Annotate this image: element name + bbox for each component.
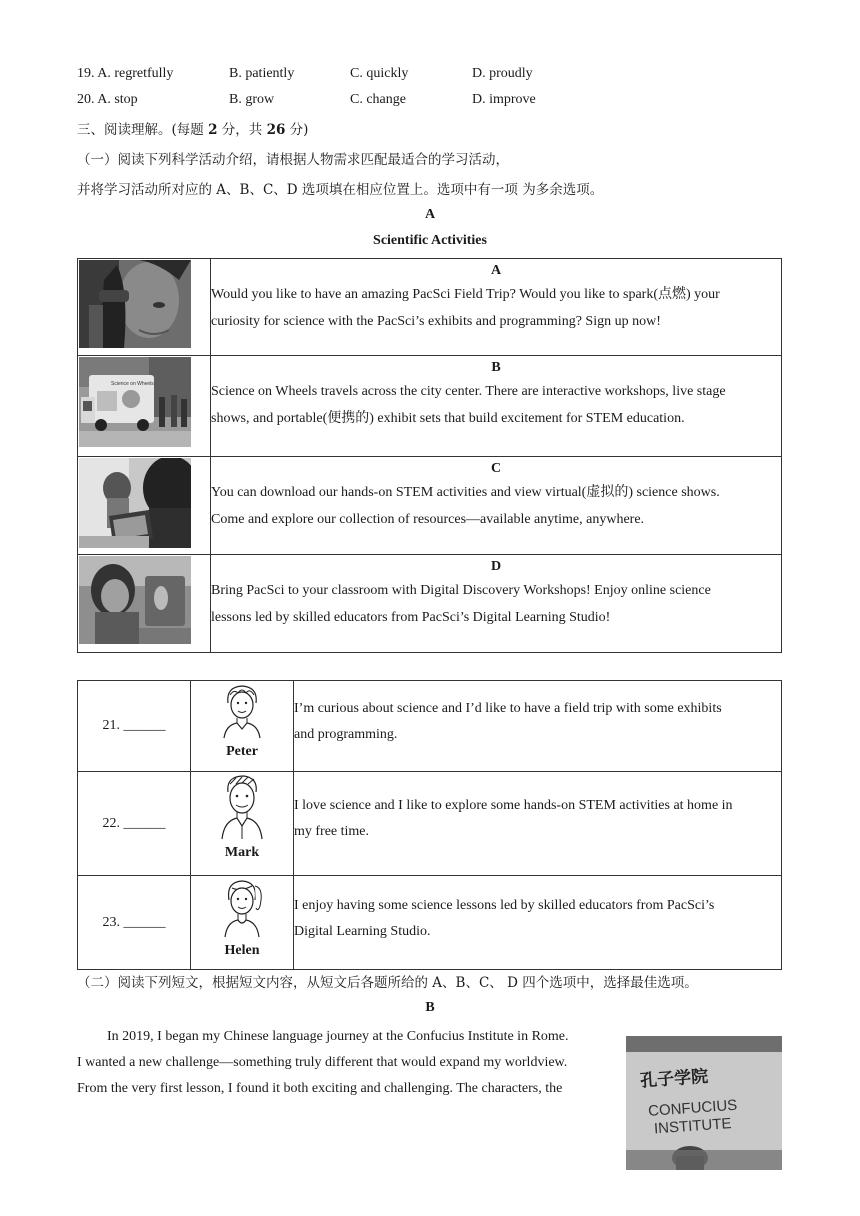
sign-institute: INSTITUTE (653, 1115, 732, 1138)
online-lesson-girl-photo (79, 556, 191, 644)
q20-option-b: B. grow (229, 92, 275, 107)
passage-b-label: B (425, 1000, 435, 1015)
part2-instruction: （二）阅读下列短文，根据短文内容，从短文后各题所给的 A、B、C、 D 四个选项中，选择最佳选项。 (77, 975, 698, 991)
activity-letter: A (490, 263, 502, 278)
person-need-line2: my free time. (294, 824, 370, 839)
q20-option-c: C. change (350, 92, 406, 107)
activity-desc-line2: curiosity for science with the PacSci’s exhibits and programming? Sign up now! (211, 314, 661, 329)
activity-letter: C (490, 461, 502, 476)
activity-desc-line1: Would you like to have an amazing PacSci Field Trip? Would you like to spark(点燃) your (211, 287, 720, 302)
person-need-cell (294, 681, 782, 772)
girl-portrait-icon (220, 878, 264, 938)
person-name: Helen (224, 943, 260, 958)
activity-text-cell (211, 457, 782, 555)
activities-table (77, 258, 782, 653)
laptop-kids-photo (79, 458, 191, 548)
activity-text-cell (211, 356, 782, 457)
part1-instruction-line1: （一）阅读下列科学活动介绍，请根据人物需求匹配最适合的学习活动， (77, 152, 509, 168)
boy-portrait-icon (218, 774, 266, 840)
activity-row-a (78, 259, 782, 356)
science-truck-photo (79, 357, 191, 447)
activity-text-cell (211, 259, 782, 356)
answer-blank-23[interactable]: 23. ______ (78, 876, 191, 970)
section-heading: 三、阅读理解。(每题 2 分，共 26 分) (77, 122, 309, 138)
activity-letter: B (491, 360, 501, 375)
answer-blank-21[interactable]: 21. ______ (78, 681, 191, 772)
activity-desc-line2: Come and explore our collection of resources—available anytime, anywhere. (211, 512, 645, 527)
activity-desc-line2: shows, and portable(便携的) exhibit sets that build excitement for STEM education. (211, 411, 685, 426)
activity-row-c (78, 457, 782, 555)
activity-desc-line1: Bring PacSci to your classroom with Digital Discovery Workshops! Enjoy online science (211, 583, 711, 598)
match-row-peter (78, 681, 782, 772)
activity-row-b (78, 356, 782, 457)
person-need-line2: and programming. (294, 727, 398, 742)
q19-option-d: D. proudly (472, 66, 533, 81)
boy-portrait-icon (220, 683, 264, 739)
match-row-mark (78, 772, 782, 876)
part1-instruction-line2: 并将学习活动所对应的 A、B、C、D 选项填在相应位置上。选项中有一项 为多余选项。 (77, 182, 604, 198)
passage-b-line1: In 2019, I began my Chinese language journey at the Confucius Institute in Rome. (107, 1029, 569, 1044)
activity-desc-line1: You can download our hands-on STEM activities and view virtual(虚拟的) science shows. (211, 485, 720, 500)
confucius-institute-photo (626, 1036, 782, 1170)
person-need-line1: I love science and I like to explore some hands-on STEM activities at home in (294, 798, 733, 813)
q19-option-a: 19. A. regretfully (77, 66, 174, 81)
person-need-line1: I’m curious about science and I’d like to have a field trip with some exhibits (294, 701, 722, 716)
person-need-cell (294, 772, 782, 876)
sign-confucius: CONFUCIUS (647, 1096, 738, 1120)
person-cell (191, 681, 294, 772)
activity-letter: D (490, 559, 502, 574)
q19-option-b: B. patiently (229, 66, 295, 81)
activity-photo-cell (78, 457, 211, 555)
q19-option-c: C. quickly (350, 66, 409, 81)
person-cell (191, 772, 294, 876)
activity-desc-line1: Science on Wheels travels across the city center. There are interactive workshops, live stage (211, 384, 726, 399)
matching-table (77, 680, 782, 970)
activity-photo-cell (78, 259, 211, 356)
passage-a-title: Scientific Activities (373, 233, 487, 248)
person-cell (191, 876, 294, 970)
person-need-cell (294, 876, 782, 970)
match-row-helen (78, 876, 782, 970)
answer-blank-22[interactable]: 22. ______ (78, 772, 191, 876)
q20-option-a: 20. A. stop (77, 92, 138, 107)
sign-chinese: 孔子学院 (639, 1066, 709, 1092)
person-need-line1: I enjoy having some science lessons led by skilled educators from PacSci’s (294, 898, 715, 913)
activity-photo-cell (78, 555, 211, 653)
person-name: Peter (226, 744, 258, 759)
activity-row-d (78, 555, 782, 653)
activity-desc-line2: lessons led by skilled educators from PacSci’s Digital Learning Studio! (211, 610, 611, 625)
activity-photo-cell (78, 356, 211, 457)
passage-b-line3: From the very first lesson, I found it both exciting and challenging. The characters, the (77, 1081, 563, 1096)
microscope-girl-photo (79, 260, 191, 348)
passage-b-line2: I wanted a new challenge—something truly different that would expand my worldview. (77, 1055, 568, 1070)
q20-option-d: D. improve (472, 92, 536, 107)
activity-text-cell (211, 555, 782, 653)
passage-a-label: A (424, 207, 436, 222)
person-need-line2: Digital Learning Studio. (294, 924, 431, 939)
person-name: Mark (224, 845, 260, 860)
truck-sign: Science on Wheels (111, 381, 154, 387)
